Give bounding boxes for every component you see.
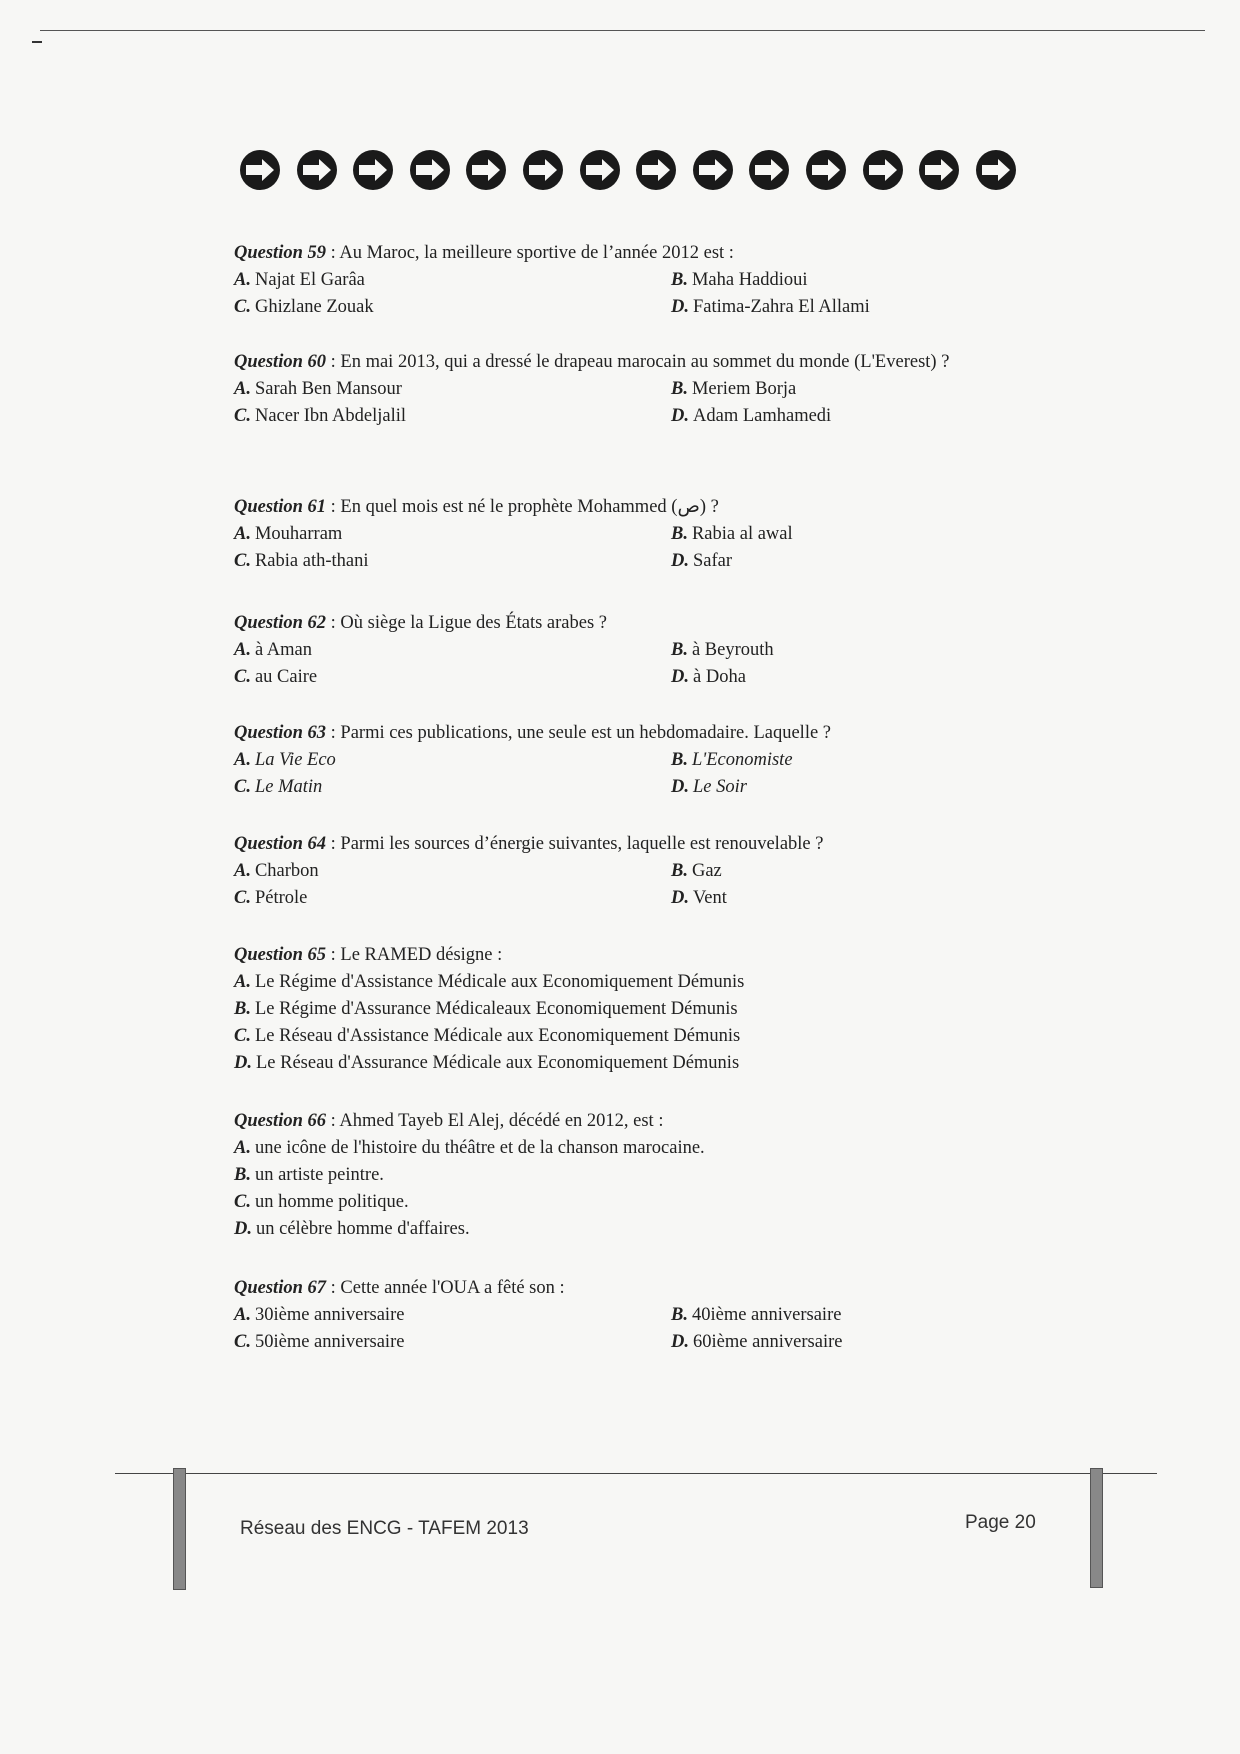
question-62: Question 62 : Où siège la Ligue des États arabes ? A. à Aman B. à Beyrouth C. au Caire D. à Doha <box>234 610 1034 691</box>
option-b: B. Maha Haddioui <box>671 270 808 290</box>
question-text: En mai 2013, qui a dressé le drapeau marocain au sommet du monde (L'Everest) ? <box>340 352 950 372</box>
footer-rule <box>115 1473 1157 1474</box>
option-c: C. Ghizlane Zouak <box>234 297 374 317</box>
question-text: Le RAMED désigne : <box>340 945 503 965</box>
option-b: B. Rabia al awal <box>671 524 793 544</box>
question-text: Où siège la Ligue des États arabes ? <box>340 613 608 633</box>
option-a: A. Sarah Ben Mansour <box>234 379 402 399</box>
option-b: B. L'Economiste <box>671 750 793 770</box>
option-a: A. une icône de l'histoire du théâtre et de la chanson marocaine. <box>234 1138 705 1158</box>
question-number: Question 66 <box>234 1111 327 1131</box>
arrow-circle-icon <box>238 148 282 192</box>
footer-bar-right <box>1090 1468 1103 1588</box>
option-d: D. Le Soir <box>671 777 747 797</box>
option-b: B. à Beyrouth <box>671 640 774 660</box>
question-text: En quel mois est né le prophète Mohammed (ص) ? <box>340 497 719 517</box>
arrow-circle-icon <box>691 148 735 192</box>
question-64: Question 64 : Parmi les sources d’énergie suivantes, laquelle est renouvelable ? A. Charbon B. Gaz C. Pétrole D. Vent <box>234 831 1034 912</box>
question-number: Question 67 <box>234 1278 327 1298</box>
option-c: C. un homme politique. <box>234 1192 409 1212</box>
arrow-circle-icon <box>464 148 508 192</box>
option-d: D. Vent <box>671 888 727 908</box>
option-d: D. Safar <box>671 551 733 571</box>
question-text: Parmi ces publications, une seule est un hebdomadaire. Laquelle ? <box>340 723 832 743</box>
option-a: A. Najat El Garâa <box>234 270 365 290</box>
option-b: B. 40ième anniversaire <box>671 1305 842 1325</box>
question-number: Question 64 <box>234 834 327 854</box>
question-text: Parmi les sources d’énergie suivantes, laquelle est renouvelable ? <box>340 834 824 854</box>
option-c: C. Rabia ath-thani <box>234 551 369 571</box>
arrow-circle-icon <box>408 148 452 192</box>
page-number: Page 20 <box>965 1512 1036 1533</box>
option-a: A. Mouharram <box>234 524 343 544</box>
option-d: D. Fatima-Zahra El Allami <box>671 297 870 317</box>
question-text: Ahmed Tayeb El Alej, décédé en 2012, est : <box>339 1111 664 1131</box>
question-61: Question 61 : En quel mois est né le prophète Mohammed (ص) ? A. Mouharram B. Rabia al awal C. Rabia ath-thani D. Safar <box>234 494 1034 575</box>
top-rule <box>40 30 1205 31</box>
option-a: A. La Vie Eco <box>234 750 336 770</box>
option-d: D. Le Réseau d'Assurance Médicale aux Economiquement Démunis <box>234 1053 740 1073</box>
question-number: Question 63 <box>234 723 327 743</box>
option-b: B. Le Régime d'Assurance Médicaleaux Economiquement Démunis <box>234 999 738 1019</box>
question-59: Question 59 : Au Maroc, la meilleure sportive de l’année 2012 est : A. Najat El Garâa B. Maha Haddioui C. Ghizlane Zouak D. Fatima-Zahra El Allami <box>234 240 1034 321</box>
option-d: D. Adam Lamhamedi <box>671 406 832 426</box>
question-number: Question 59 <box>234 243 327 263</box>
option-b: B. Meriem Borja <box>671 379 797 399</box>
arrow-circle-icon <box>578 148 622 192</box>
arrow-circle-icon <box>634 148 678 192</box>
option-b: B. un artiste peintre. <box>234 1165 384 1185</box>
question-number: Question 61 <box>234 497 327 517</box>
question-63: Question 63 : Parmi ces publications, une seule est un hebdomadaire. Laquelle ? A. La Vie Eco B. L'Economiste C. Le Matin D. Le Soir <box>234 720 1034 801</box>
question-60: Question 60 : En mai 2013, qui a dressé le drapeau marocain au sommet du monde (L'Everest) ? A. Sarah Ben Mansour B. Meriem Borja C. Nacer Ibn Abdeljalil D. Adam Lamhamedi <box>234 349 1034 430</box>
option-c: C. Pétrole <box>234 888 308 908</box>
option-a: A. Le Régime d'Assistance Médicale aux Economiquement Démunis <box>234 972 745 992</box>
footer-bar-left <box>173 1468 186 1590</box>
option-c: C. 50ième anniversaire <box>234 1332 405 1352</box>
option-a: A. à Aman <box>234 640 312 660</box>
arrow-circle-icon <box>351 148 395 192</box>
option-c: C. Le Matin <box>234 777 323 797</box>
option-d: D. à Doha <box>671 667 746 687</box>
arrow-circle-icon <box>521 148 565 192</box>
top-dash <box>32 41 42 43</box>
option-d: D. 60ième anniversaire <box>671 1332 843 1352</box>
arrow-row <box>238 148 1018 192</box>
arrow-circle-icon <box>974 148 1018 192</box>
question-65: Question 65 : Le RAMED désigne : A. Le Régime d'Assistance Médicale aux Economiquement Démunis B. Le Régime d'Assurance Médicaleaux Economiquement Démunis C. Le Réseau d'Assistance Médicale aux Economiquement Démunis D. Le Réseau d'Assurance Médicale aux Economiquement Démunis <box>234 942 1034 1077</box>
option-c: C. Nacer Ibn Abdeljalil <box>234 406 406 426</box>
question-67: Question 67 : Cette année l'OUA a fêté son : A. 30ième anniversaire B. 40ième anniversaire C. 50ième anniversaire D. 60ième anniversaire <box>234 1275 1034 1356</box>
option-c: C. Le Réseau d'Assistance Médicale aux Economiquement Démunis <box>234 1026 741 1046</box>
arrow-circle-icon <box>917 148 961 192</box>
question-number: Question 60 <box>234 352 327 372</box>
arrow-circle-icon <box>804 148 848 192</box>
question-number: Question 65 <box>234 945 327 965</box>
arrow-circle-icon <box>747 148 791 192</box>
question-66: Question 66 : Ahmed Tayeb El Alej, décédé en 2012, est : A. une icône de l'histoire du théâtre et de la chanson marocaine. B. un artiste peintre. C. un homme politique. D. un célèbre homme d'affaires. <box>234 1108 1034 1243</box>
option-a: A. Charbon <box>234 861 319 881</box>
footer-title: Réseau des ENCG - TAFEM 2013 <box>240 1518 529 1539</box>
option-a: A. 30ième anniversaire <box>234 1305 405 1325</box>
option-d: D. un célèbre homme d'affaires. <box>234 1219 470 1239</box>
arrow-circle-icon <box>295 148 339 192</box>
question-number: Question 62 <box>234 613 327 633</box>
option-b: B. Gaz <box>671 861 722 881</box>
arrow-circle-icon <box>861 148 905 192</box>
option-c: C. au Caire <box>234 667 318 687</box>
question-text: Au Maroc, la meilleure sportive de l’année 2012 est : <box>339 243 734 263</box>
question-text: Cette année l'OUA a fêté son : <box>340 1278 565 1298</box>
